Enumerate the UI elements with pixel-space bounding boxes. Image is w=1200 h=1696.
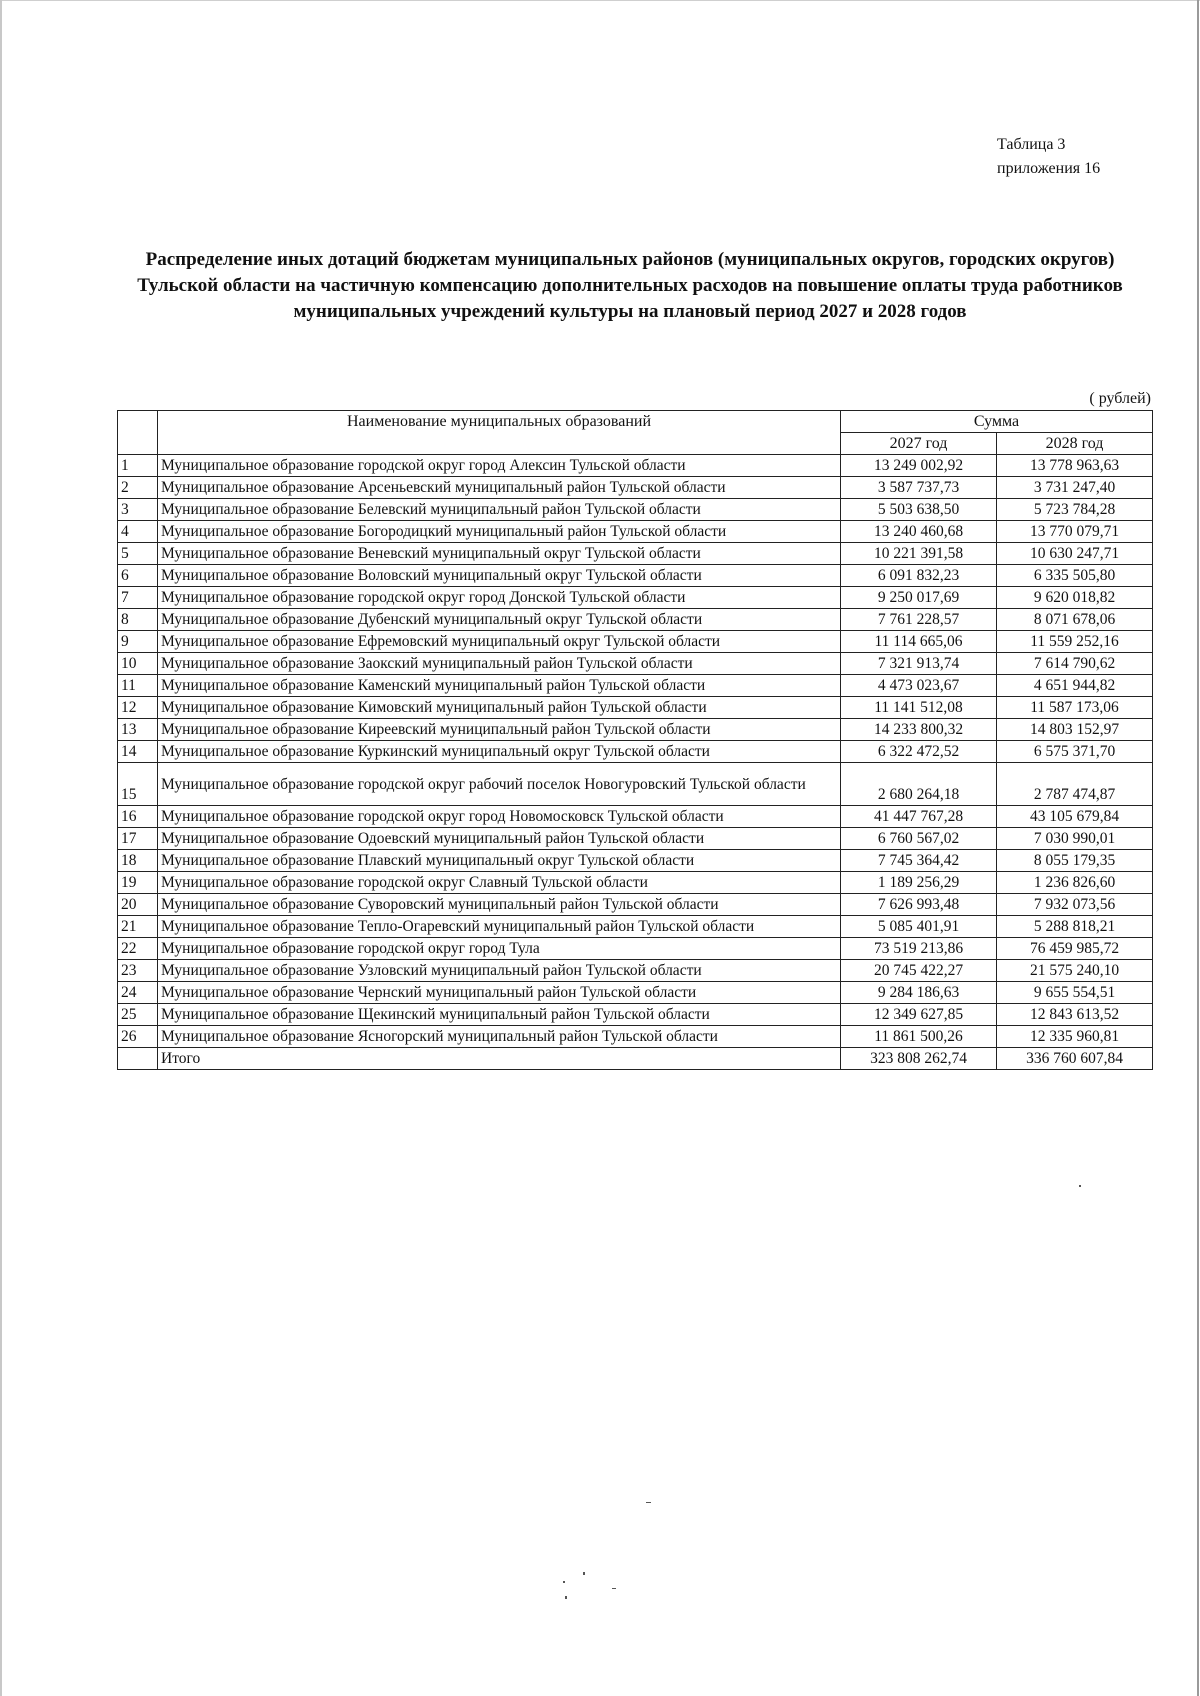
scan-speck — [612, 1588, 616, 1589]
row-number: 10 — [118, 653, 158, 675]
amount-2028: 10 630 247,71 — [997, 543, 1153, 565]
row-number: 14 — [118, 741, 158, 763]
header-row-1 — [118, 411, 1153, 433]
table-row — [118, 894, 1153, 916]
amount-2028: 76 459 985,72 — [997, 938, 1153, 960]
amount-2028: 13 778 963,63 — [997, 455, 1153, 477]
municipality-name: Муниципальное образование Ефремовский муниципальный округ Тульской области — [158, 631, 841, 653]
amount-2028: 8 071 678,06 — [997, 609, 1153, 631]
municipality-name: Муниципальное образование Узловский муниципальный район Тульской области — [158, 960, 841, 982]
municipality-name: Муниципальное образование Киреевский муниципальный район Тульской области — [158, 719, 841, 741]
total-label: Итого — [158, 1048, 841, 1070]
row-number: 5 — [118, 543, 158, 565]
row-number: 13 — [118, 719, 158, 741]
row-number: 23 — [118, 960, 158, 982]
amount-2027: 2 680 264,18 — [841, 763, 997, 806]
amount-2027: 9 284 186,63 — [841, 982, 997, 1004]
scan-speck — [583, 1572, 585, 1575]
amount-2027: 11 141 512,08 — [841, 697, 997, 719]
row-number: 3 — [118, 499, 158, 521]
scan-speck — [1079, 1185, 1081, 1187]
table-row — [118, 675, 1153, 697]
annex-appendix-number: приложения 16 — [997, 160, 1101, 177]
amount-2028: 7 030 990,01 — [997, 828, 1153, 850]
amount-2027: 7 745 364,42 — [841, 850, 997, 872]
amount-2027: 5 085 401,91 — [841, 916, 997, 938]
total-row — [118, 1048, 1153, 1070]
municipality-name: Муниципальное образование Суворовский муниципальный район Тульской области — [158, 894, 841, 916]
municipality-name: Муниципальное образование Куркинский муниципальный округ Тульской области — [158, 741, 841, 763]
table-row — [118, 872, 1153, 894]
amount-2028: 13 770 079,71 — [997, 521, 1153, 543]
annex-label — [997, 133, 1100, 181]
amount-2028: 9 620 018,82 — [997, 587, 1153, 609]
municipality-name: Муниципальное образование Одоевский муниципальный район Тульской области — [158, 828, 841, 850]
header-year-2027: 2027 год — [841, 433, 997, 455]
row-number: 7 — [118, 587, 158, 609]
scan-speck — [646, 1502, 651, 1503]
table-row — [118, 1004, 1153, 1026]
municipality-name: Муниципальное образование городской округ город Донской Тульской области — [158, 587, 841, 609]
amount-2028: 5 288 818,21 — [997, 916, 1153, 938]
municipality-name: Муниципальное образование городской округ город Алексин Тульской области — [158, 455, 841, 477]
table-row — [118, 806, 1153, 828]
amount-2027: 5 503 638,50 — [841, 499, 997, 521]
table-row — [118, 763, 1153, 806]
table-row — [118, 916, 1153, 938]
amount-2027: 12 349 627,85 — [841, 1004, 997, 1026]
amount-2027: 41 447 767,28 — [841, 806, 997, 828]
municipality-name: Муниципальное образование городской округ рабочий поселок Новогуровский Тульской области — [158, 763, 841, 806]
annex-table-number: Таблица 3 — [997, 136, 1066, 153]
row-number: 21 — [118, 916, 158, 938]
amount-2028: 12 335 960,81 — [997, 1026, 1153, 1048]
document-title — [110, 247, 1150, 325]
table-row — [118, 499, 1153, 521]
amount-2027: 20 745 422,27 — [841, 960, 997, 982]
municipality-name: Муниципальное образование Каменский муниципальный район Тульской области — [158, 675, 841, 697]
amount-2028: 43 105 679,84 — [997, 806, 1153, 828]
table-row — [118, 982, 1153, 1004]
row-number: 9 — [118, 631, 158, 653]
header-year-2028: 2028 год — [997, 433, 1153, 455]
amount-2027: 1 189 256,29 — [841, 872, 997, 894]
amount-2027: 7 626 993,48 — [841, 894, 997, 916]
amount-2027: 6 760 567,02 — [841, 828, 997, 850]
header-number-cell — [118, 411, 158, 455]
title-line-3: муниципальных учреждений культуры на плановый период 2027 и 2028 годов — [293, 301, 967, 322]
total-2028: 336 760 607,84 — [997, 1048, 1153, 1070]
row-number: 18 — [118, 850, 158, 872]
row-number: 4 — [118, 521, 158, 543]
table-row — [118, 455, 1153, 477]
row-number: 2 — [118, 477, 158, 499]
table-row — [118, 609, 1153, 631]
amount-2028: 9 655 554,51 — [997, 982, 1153, 1004]
municipality-name: Муниципальное образование Белевский муниципальный район Тульской области — [158, 499, 841, 521]
page-edge-right — [1197, 0, 1199, 1696]
distribution-table — [117, 410, 1153, 1070]
municipality-name: Муниципальное образование Ясногорский муниципальный район Тульской области — [158, 1026, 841, 1048]
amount-2028: 7 614 790,62 — [997, 653, 1153, 675]
table-row — [118, 828, 1153, 850]
table-row — [118, 565, 1153, 587]
header-sum: Сумма — [841, 411, 1153, 433]
amount-2027: 13 249 002,92 — [841, 455, 997, 477]
row-number: 25 — [118, 1004, 158, 1026]
amount-2027: 6 322 472,52 — [841, 741, 997, 763]
table-row — [118, 850, 1153, 872]
units-label: ( рублей) — [1089, 390, 1151, 407]
total-number-cell — [118, 1048, 158, 1070]
amount-2027: 7 321 913,74 — [841, 653, 997, 675]
page-edge-left — [0, 0, 2, 1696]
municipality-name: Муниципальное образование Заокский муниципальный район Тульской области — [158, 653, 841, 675]
amount-2028: 21 575 240,10 — [997, 960, 1153, 982]
amount-2027: 14 233 800,32 — [841, 719, 997, 741]
amount-2028: 14 803 152,97 — [997, 719, 1153, 741]
municipality-name: Муниципальное образование Веневский муниципальный округ Тульской области — [158, 543, 841, 565]
amount-2027: 73 519 213,86 — [841, 938, 997, 960]
row-number: 6 — [118, 565, 158, 587]
table-row — [118, 653, 1153, 675]
amount-2028: 6 335 505,80 — [997, 565, 1153, 587]
table-body — [118, 411, 1153, 1070]
amount-2028: 2 787 474,87 — [997, 763, 1153, 806]
amount-2027: 4 473 023,67 — [841, 675, 997, 697]
municipality-name: Муниципальное образование городской округ Славный Тульской области — [158, 872, 841, 894]
scan-speck — [563, 1581, 565, 1583]
municipality-name: Муниципальное образование городской округ город Новомосковск Тульской области — [158, 806, 841, 828]
table-row — [118, 960, 1153, 982]
table-row — [118, 521, 1153, 543]
total-2027: 323 808 262,74 — [841, 1048, 997, 1070]
page-edge-top — [0, 0, 1200, 1]
amount-2028: 5 723 784,28 — [997, 499, 1153, 521]
amount-2028: 11 559 252,16 — [997, 631, 1153, 653]
amount-2028: 4 651 944,82 — [997, 675, 1153, 697]
row-number: 8 — [118, 609, 158, 631]
title-line-2: Тульской области на частичную компенсацию дополнительных расходов на повышение оплаты труда работников — [137, 275, 1123, 296]
row-number: 16 — [118, 806, 158, 828]
amount-2027: 11 114 665,06 — [841, 631, 997, 653]
amount-2027: 6 091 832,23 — [841, 565, 997, 587]
amount-2028: 1 236 826,60 — [997, 872, 1153, 894]
amount-2028: 11 587 173,06 — [997, 697, 1153, 719]
row-number: 15 — [118, 763, 158, 806]
table-row — [118, 543, 1153, 565]
row-number: 17 — [118, 828, 158, 850]
row-number: 24 — [118, 982, 158, 1004]
amount-2027: 13 240 460,68 — [841, 521, 997, 543]
table-row — [118, 741, 1153, 763]
table-row — [118, 631, 1153, 653]
table-row — [118, 1026, 1153, 1048]
municipality-name: Муниципальное образование городской округ город Тула — [158, 938, 841, 960]
header-name-column: Наименование муниципальных образований — [158, 411, 841, 455]
municipality-name: Муниципальное образование Чернский муниципальный район Тульской области — [158, 982, 841, 1004]
row-number: 11 — [118, 675, 158, 697]
row-number: 12 — [118, 697, 158, 719]
table-row — [118, 477, 1153, 499]
amount-2028: 12 843 613,52 — [997, 1004, 1153, 1026]
row-number: 1 — [118, 455, 158, 477]
municipality-name: Муниципальное образование Плавский муниципальный округ Тульской области — [158, 850, 841, 872]
amount-2027: 10 221 391,58 — [841, 543, 997, 565]
row-number: 20 — [118, 894, 158, 916]
municipality-name: Муниципальное образование Арсеньевский муниципальный район Тульской области — [158, 477, 841, 499]
scan-speck — [565, 1596, 567, 1599]
municipality-name: Муниципальное образование Дубенский муниципальный округ Тульской области — [158, 609, 841, 631]
amount-2028: 3 731 247,40 — [997, 477, 1153, 499]
amount-2027: 9 250 017,69 — [841, 587, 997, 609]
amount-2028: 8 055 179,35 — [997, 850, 1153, 872]
table-row — [118, 697, 1153, 719]
table-row — [118, 719, 1153, 741]
amount-2028: 6 575 371,70 — [997, 741, 1153, 763]
amount-2027: 3 587 737,73 — [841, 477, 997, 499]
amount-2027: 7 761 228,57 — [841, 609, 997, 631]
amount-2027: 11 861 500,26 — [841, 1026, 997, 1048]
table-row — [118, 587, 1153, 609]
title-line-1: Распределение иных дотаций бюджетам муниципальных районов (муниципальных округов, городских округов) — [145, 249, 1115, 270]
municipality-name: Муниципальное образование Кимовский муниципальный район Тульской области — [158, 697, 841, 719]
row-number: 19 — [118, 872, 158, 894]
municipality-name: Муниципальное образование Богородицкий муниципальный район Тульской области — [158, 521, 841, 543]
table-row — [118, 938, 1153, 960]
municipality-name: Муниципальное образование Воловский муниципальный округ Тульской области — [158, 565, 841, 587]
row-number: 22 — [118, 938, 158, 960]
municipality-name: Муниципальное образование Тепло-Огаревский муниципальный район Тульской области — [158, 916, 841, 938]
amount-2028: 7 932 073,56 — [997, 894, 1153, 916]
row-number: 26 — [118, 1026, 158, 1048]
municipality-name: Муниципальное образование Щекинский муниципальный район Тульской области — [158, 1004, 841, 1026]
